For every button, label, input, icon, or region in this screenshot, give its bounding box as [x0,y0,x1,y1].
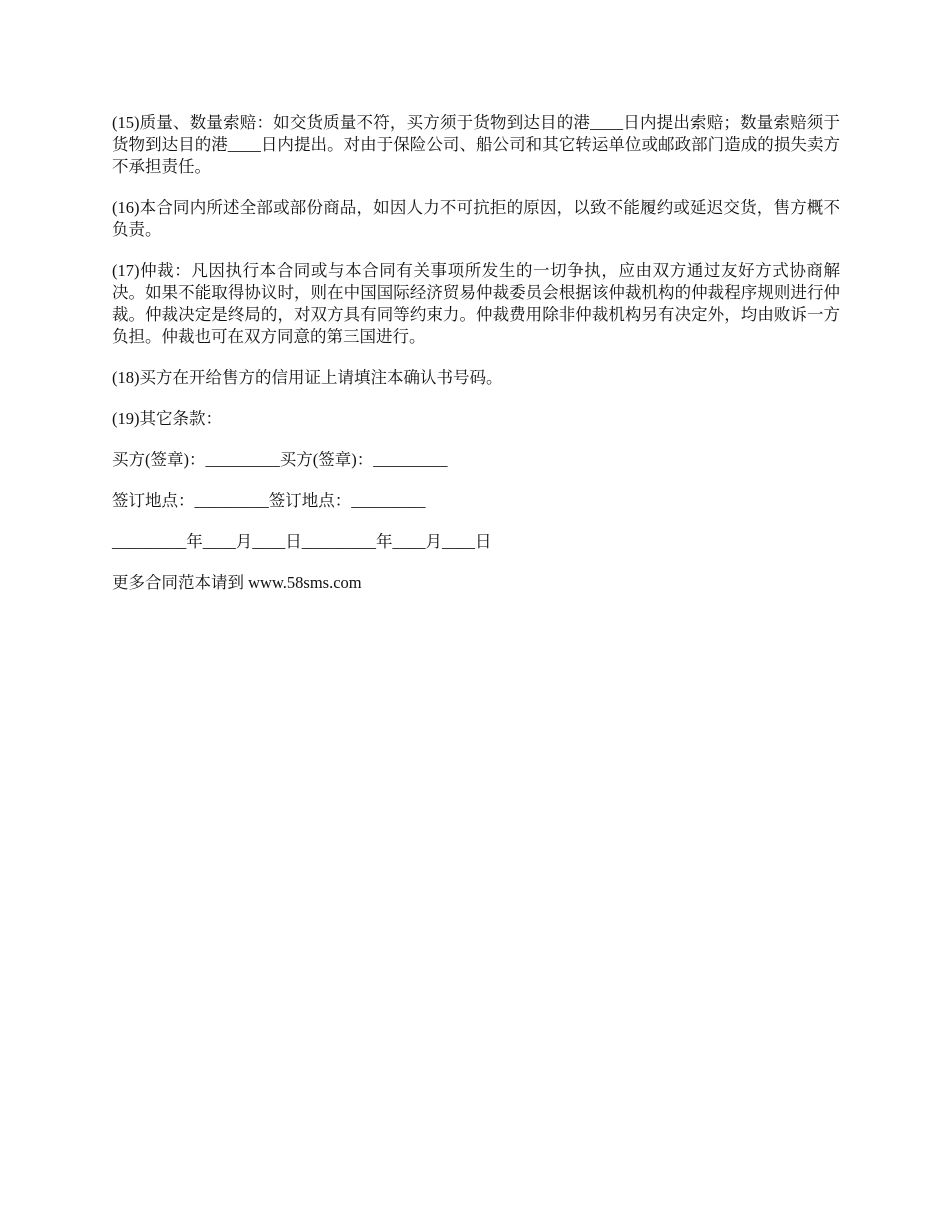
signing-place-line: 签订地点：_________签订地点：_________ [112,491,426,510]
signing-date-line: _________年____月____日_________年____月____日 [112,532,492,551]
document-page [112,112,840,613]
clause-19: (19)其它条款： [112,409,222,428]
clause-18: (18)买方在开给售方的信用证上请填注本确认书号码。 [112,368,503,387]
clause-17: (17)仲裁：凡因执行本合同或与本合同有关事项所发生的一切争执，应由双方通过友好方式协商解决。如果不能取得协议时，则在中国国际经济贸易仲裁委员会根据该仲裁机构的仲裁程序规则进行仲裁。仲裁决定是终局的，对双方具有同等约束力。仲裁费用除非仲裁机构另有决定外，均由败诉一方负担。仲裁也可在双方同意的第三国进行。 [112,261,840,346]
clause-15: (15)质量、数量索赔：如交货质量不符，买方须于货物到达目的港____日内提出索赔；数量索赔须于货物到达目的港____日内提出。对由于保险公司、船公司和其它转运单位或邮政部门造成的损失卖方不承担责任。 [112,113,840,176]
footer-note: 更多合同范本请到 www.58sms.com [112,573,362,592]
clause-16: (16)本合同内所述全部或部份商品，如因人力不可抗拒的原因，以致不能履约或延迟交货，售方概不负责。 [112,198,840,239]
signature-line: 买方(签章)：_________买方(签章)：_________ [112,450,448,469]
